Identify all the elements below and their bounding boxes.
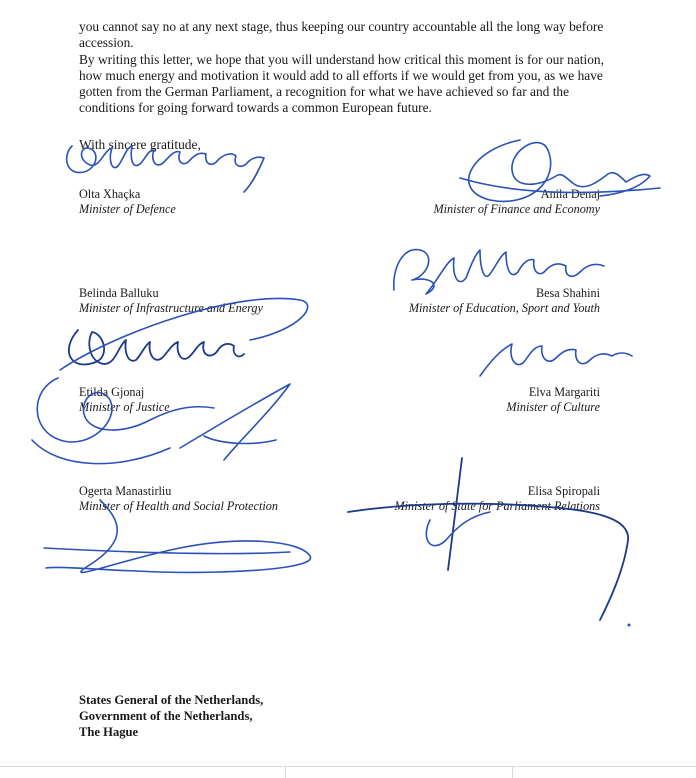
recipient-line: The Hague [79, 725, 139, 739]
signatory-name: Belinda Balluku [79, 286, 159, 300]
signature-ogerta-manastirliu-stroke [44, 548, 290, 554]
signatory-role: Minister of State for Parliament Relations [394, 499, 600, 513]
signature-elva-margariti [480, 344, 632, 376]
signatory-role: Minister of Defence [79, 202, 176, 216]
signatory-name: Ogerta Manastirliu [79, 484, 172, 498]
signatory-name: Olta Xhaçka [79, 187, 141, 201]
signatory-role: Minister of Finance and Economy [433, 202, 600, 216]
signatory-role: Minister of Health and Social Protection [79, 499, 278, 513]
signature-etilda-gjonaj-loop [32, 440, 170, 464]
signatory-name: Anila Denaj [540, 187, 600, 201]
signatory-block [79, 286, 263, 316]
signature-elisa-spiropali [348, 458, 628, 620]
signatory-role: Minister of Education, Sport and Youth [408, 301, 600, 315]
closing-line: With sincere gratitude, [79, 137, 201, 152]
ink-dot [628, 624, 631, 627]
signatory-role: Minister of Culture [506, 400, 600, 414]
signatory-block [79, 187, 176, 217]
recipient-line: States General of the Netherlands, [79, 693, 264, 707]
signature-belinda-balluku [69, 330, 244, 364]
signature-elisa-spiropali-loop [426, 512, 490, 546]
recipient-address [79, 692, 263, 740]
footer-tick [512, 767, 513, 778]
letter-paragraph-1: you cannot say no at any next stage, thus keeping our country accountable all the long way before accession. [79, 19, 604, 50]
footer-tick [285, 767, 286, 778]
signatory-name: Elva Margariti [528, 385, 600, 399]
signatory-role: Minister of Infrastructure and Energy [79, 301, 263, 315]
signatory-name: Besa Shahini [536, 286, 600, 300]
footer-divider [0, 766, 696, 767]
signatory-block [300, 385, 600, 415]
signature-etilda-gjonaj-flourish [180, 384, 290, 460]
signatory-name: Elisa Spiropali [527, 484, 600, 498]
letter-paragraph-2: By writing this letter, we hope that you will understand how critical this moment is for our nation, how much energy and motivation it would add to all efforts if we would get from you, as we have gotten from the German Parliament, a recognition for what we have achieved so far and the conditions for going forward towards a common European future. [79, 52, 604, 115]
signatory-name: Etilda Gjonaj [79, 385, 145, 399]
signatory-block [79, 484, 278, 514]
signatory-block [79, 385, 170, 415]
signatory-block [300, 286, 600, 316]
signatory-role: Minister of Justice [79, 400, 170, 414]
recipient-line: Government of the Netherlands, [79, 709, 253, 723]
signatory-block [300, 484, 600, 514]
signatory-block [300, 187, 600, 217]
